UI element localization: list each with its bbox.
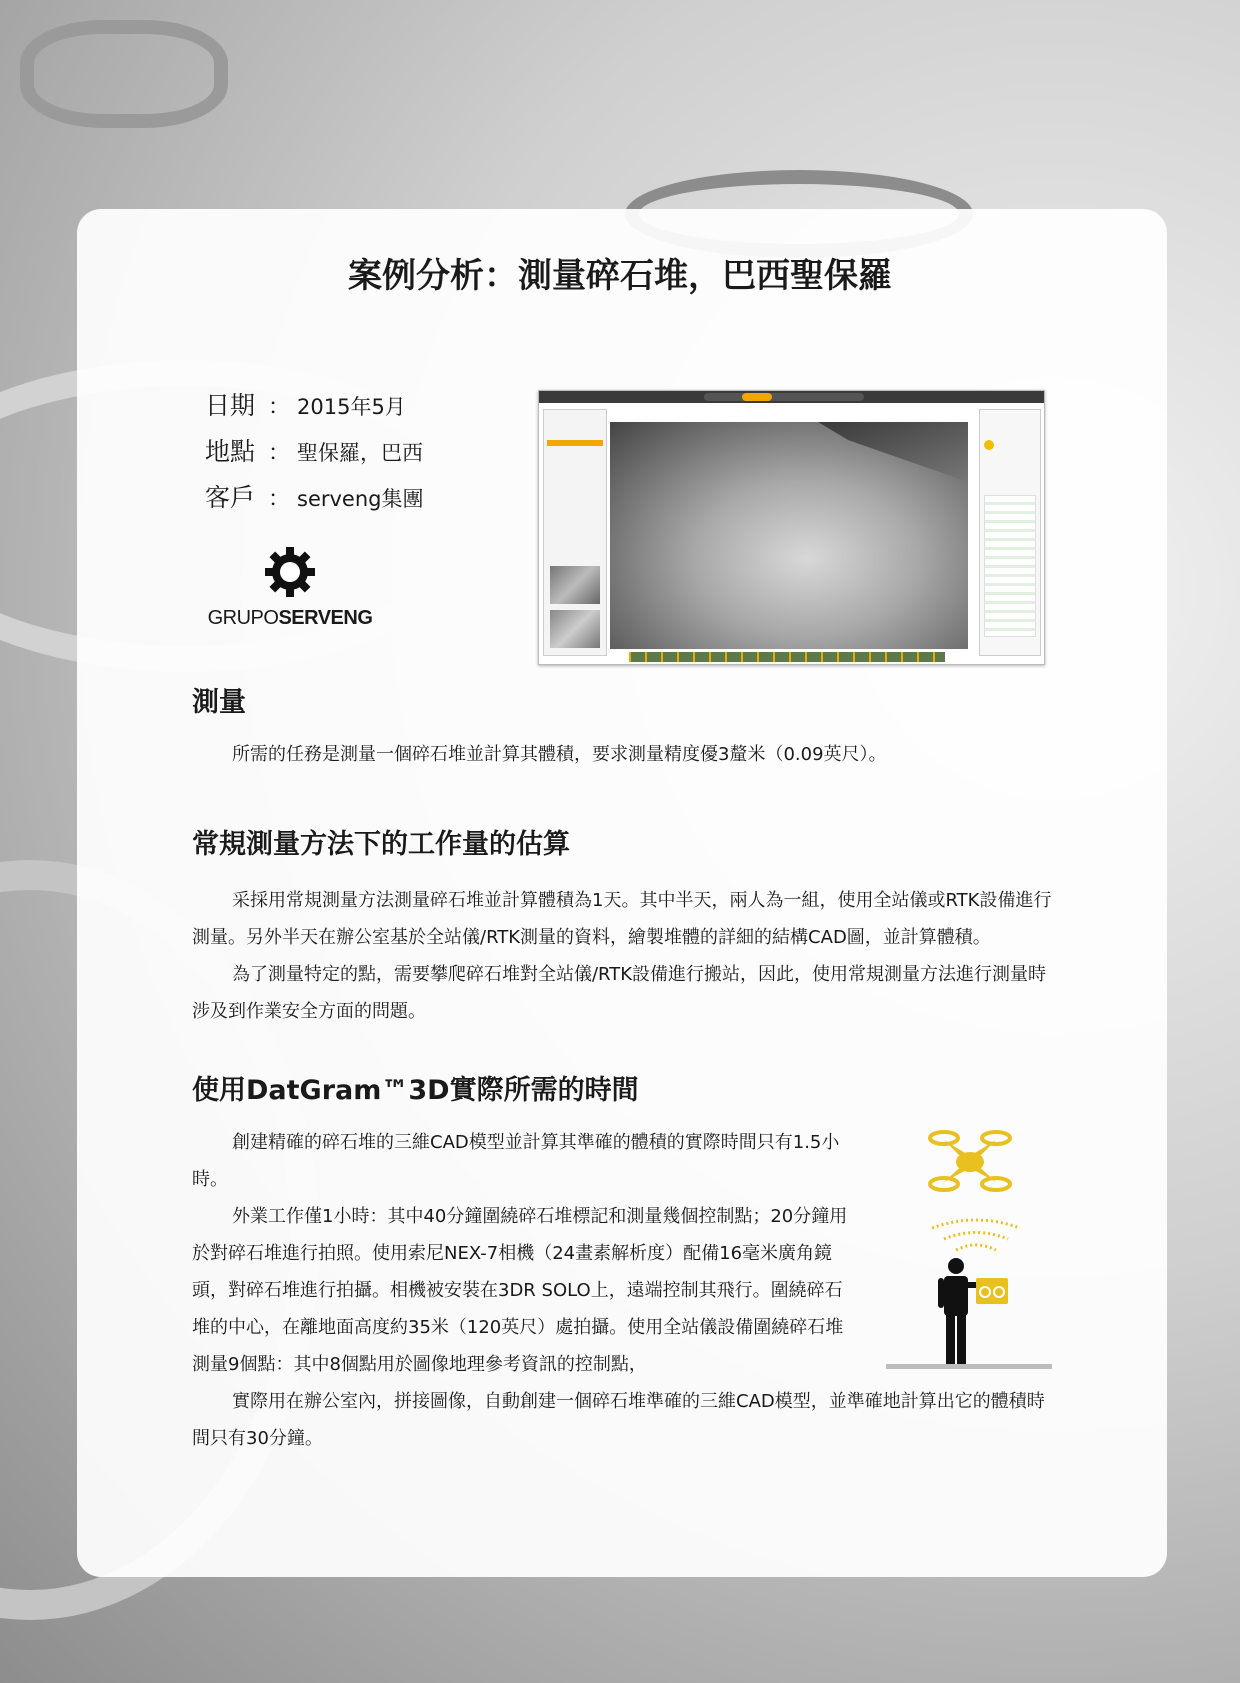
background-ring-top-left (20, 20, 228, 128)
page-title: 案例分析：測量碎石堆，巴西聖保羅 (348, 256, 892, 296)
conventional-paragraph-1: 采採用常規測量方法測量碎石堆並計算體積為1天。其中半天，兩人為一組，使用全站儀或RTK設備進行測量。另外半天在辦公室基於全站儀/RTK測量的資料，繪製堆體的詳細的結構CAD圖，並計算體積。 (192, 890, 1052, 948)
client-value: serveng集團 (297, 487, 424, 511)
grupo-serveng-logo (200, 545, 380, 630)
survey-paragraph: 所需的任務是測量一個碎石堆並計算其體積，要求測量精度優3釐米（0.09英尺）。 (232, 744, 887, 765)
section-survey-text (192, 736, 1052, 773)
screenshot-data-table (984, 495, 1036, 637)
date-row (205, 386, 423, 432)
conventional-paragraph-2: 為了測量特定的點，需要攀爬碎石堆對全站儀/RTK設備進行搬站，因此，使用常規測量方法進行測量時涉及到作業安全方面的問題。 (192, 964, 1047, 1022)
gear-icon (263, 545, 317, 599)
screenshot-main-image (610, 422, 968, 649)
screenshot-selected-item (547, 440, 603, 446)
operator-with-remote-icon (938, 1258, 1008, 1370)
screenshot-thumb-2 (550, 610, 600, 648)
date-colon: ： (267, 395, 290, 420)
location-row (205, 432, 423, 478)
drone-icon (928, 1128, 1012, 1196)
case-info (205, 386, 423, 524)
datgram-paragraph-3: 實際用在辦公室內，拼接圖像，自動創建一個碎石堆準確的三維CAD模型，並準確地計算出它的體積時間只有30分鐘。 (192, 1391, 1045, 1449)
location-colon: ： (267, 441, 290, 466)
client-colon: ： (267, 487, 290, 512)
ground-line (886, 1364, 1052, 1369)
section-datgram-text (192, 1124, 860, 1383)
logo-text-grupo: GRUPO (207, 607, 279, 629)
screenshot-left-panel (543, 409, 607, 656)
client-label: 客戶 (205, 483, 256, 512)
screenshot-status-dot (984, 440, 994, 450)
software-screenshot (538, 390, 1045, 665)
section-heading-survey: 測量 (192, 687, 246, 718)
logo-wordmark (200, 607, 380, 630)
screenshot-active-tab (742, 393, 772, 401)
screenshot-bridge (818, 422, 968, 482)
section-datgram-text-cont (192, 1383, 1054, 1457)
section-heading-datgram: 使用DatGram™3D實際所需的時間 (192, 1075, 639, 1106)
location-value: 聖保羅，巴西 (297, 441, 423, 465)
datgram-paragraph-2: 外業工作僅1小時：其中40分鐘圍繞碎石堆標記和測量幾個控制點；20分鐘用於對碎石堆進行拍照。使用索尼NEX-7相機（24畫素解析度）配備16毫米廣角鏡頭，對碎石堆進行拍攝。相機被安裝在3DR SOLO上，遠端控制其飛行。圍繞碎石堆的中心，在離地面高度約35米（120英尺）處拍攝。使用全站儀設備圍繞碎石堆測量9個點：其中8個點用於圖像地理參考資訊的控制點， (192, 1206, 848, 1375)
screenshot-toolbar (704, 393, 864, 401)
date-label: 日期 (205, 391, 256, 420)
screenshot-filmstrip (629, 652, 945, 662)
date-value: 2015年5月 (297, 395, 406, 419)
location-label: 地點 (205, 437, 256, 466)
datgram-paragraph-1: 創建精確的碎石堆的三維CAD模型並計算其準確的體積的實際時間只有1.5小時。 (192, 1132, 840, 1190)
logo-text-serveng: SERVENG (278, 607, 373, 629)
screenshot-right-panel (979, 409, 1041, 656)
section-heading-conventional: 常規測量方法下的工作量的估算 (192, 829, 570, 860)
signal-waves-icon (928, 1218, 1024, 1254)
client-row (205, 478, 423, 524)
section-conventional-text (192, 882, 1054, 1030)
screenshot-thumb-1 (550, 566, 600, 604)
